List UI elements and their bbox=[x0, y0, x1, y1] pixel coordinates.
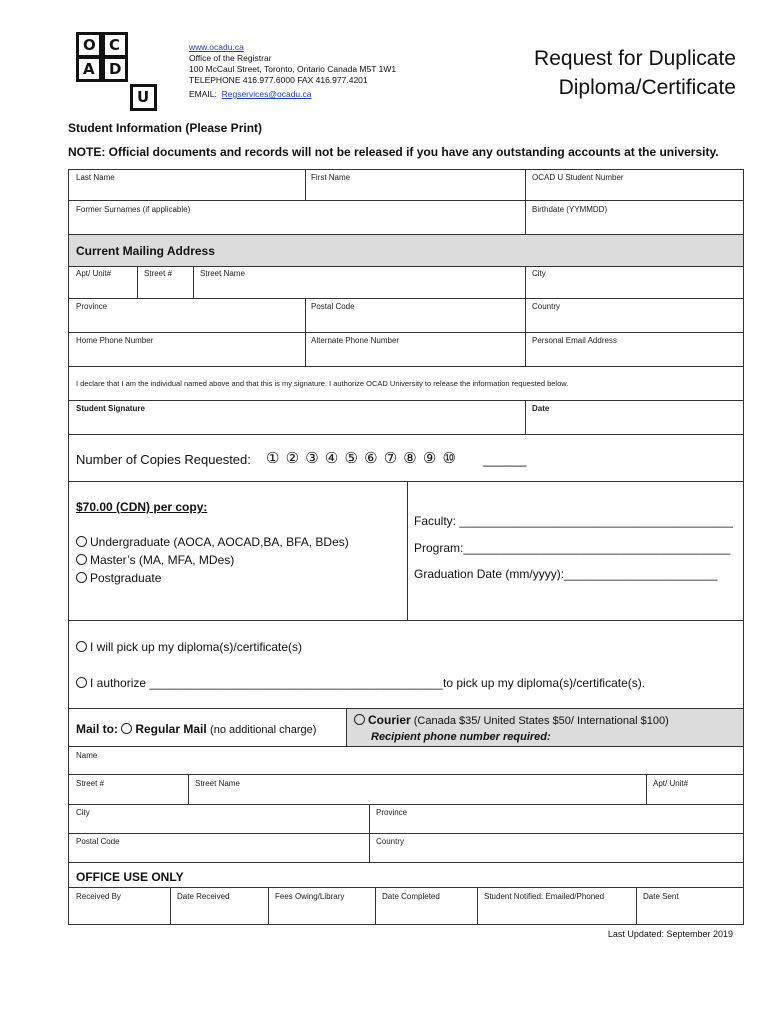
date-sent-field: Date Sent bbox=[643, 892, 679, 901]
mail-to-label: Mail to: bbox=[76, 722, 118, 736]
radio-icon[interactable] bbox=[76, 641, 87, 652]
declaration-text: I declare that I am the individual named above and that this is my signature. I authorize OCAD University to release the information requested below. bbox=[76, 379, 569, 388]
self-pickup-option[interactable] bbox=[76, 640, 302, 654]
street-number-field[interactable]: Street # bbox=[144, 269, 173, 278]
option-label: Undergraduate (AOCA, AOCAD,BA, BFA, BDes) bbox=[90, 535, 349, 549]
student-signature-field[interactable]: Student Signature bbox=[76, 404, 145, 413]
option-label: I will pick up my diploma(s)/certificate(s) bbox=[90, 640, 303, 654]
mail-country-field[interactable]: Country bbox=[376, 837, 405, 846]
office-use-heading: OFFICE USE ONLY bbox=[76, 870, 184, 884]
mail-street-name-field[interactable]: Street Name bbox=[195, 779, 240, 788]
mailing-address-heading: Current Mailing Address bbox=[76, 244, 215, 258]
copies-blank[interactable]: ______ bbox=[483, 452, 527, 467]
website-link[interactable]: www.ocadu.ca bbox=[189, 42, 244, 52]
logo-letter: U bbox=[137, 88, 150, 106]
undergraduate-option[interactable] bbox=[76, 535, 349, 549]
mail-city-field[interactable]: City bbox=[76, 808, 90, 817]
personal-email-field[interactable]: Personal Email Address bbox=[532, 336, 617, 345]
last-name-field[interactable]: Last Name bbox=[76, 173, 115, 182]
courier-label: Courier bbox=[368, 713, 411, 727]
regular-mail-option[interactable] bbox=[76, 722, 316, 736]
date-completed-field: Date Completed bbox=[382, 892, 440, 901]
email-link[interactable]: Regservices@ocadu.ca bbox=[221, 89, 312, 99]
received-by-field: Received By bbox=[76, 892, 121, 901]
student-notified-field: Student Notified: Emailed/Phoned bbox=[484, 892, 605, 901]
authorize-pickup-option[interactable] bbox=[76, 676, 645, 690]
radio-icon[interactable] bbox=[76, 536, 87, 547]
signature-date-field[interactable]: Date bbox=[532, 404, 550, 413]
birthdate-field[interactable]: Birthdate (YYMMDD) bbox=[532, 205, 608, 214]
home-phone-field[interactable]: Home Phone Number bbox=[76, 336, 154, 345]
regular-mail-note: (no additional charge) bbox=[210, 724, 317, 736]
copies-options[interactable]: ① ② ③ ④ ⑤ ⑥ ⑦ ⑧ ⑨ ⑩ bbox=[266, 450, 457, 467]
option-label: Master’s (MA, MFA, MDes) bbox=[90, 553, 235, 567]
office-phone: TELEPHONE 416.977.6000 FAX 416.977.4201 bbox=[189, 75, 368, 85]
logo-letter: A bbox=[83, 60, 95, 78]
faculty-field[interactable]: Faculty: _________________________________________ bbox=[414, 514, 733, 528]
page-title bbox=[534, 44, 736, 102]
mail-street-number-field[interactable]: Street # bbox=[76, 779, 105, 788]
masters-option[interactable] bbox=[76, 553, 234, 567]
option-label: I authorize ____________________________________________to pick up my diploma(s)/certificate(s). bbox=[90, 676, 646, 690]
email-label: EMAIL: bbox=[189, 89, 217, 99]
date-received-field: Date Received bbox=[177, 892, 230, 901]
notice-text: NOTE: Official documents and records will not be released if you have any outstanding accounts at the university. bbox=[68, 145, 719, 159]
courier-note: (Canada $35/ United States $50/ International $100) bbox=[413, 715, 669, 727]
postgraduate-option[interactable] bbox=[76, 571, 161, 585]
last-updated: Last Updated: September 2019 bbox=[607, 929, 733, 939]
mail-postal-field[interactable]: Postal Code bbox=[76, 837, 120, 846]
regular-mail-label: Regular Mail bbox=[135, 722, 207, 736]
street-name-field[interactable]: Street Name bbox=[200, 269, 245, 278]
pickup-section bbox=[68, 620, 744, 709]
radio-icon[interactable] bbox=[354, 714, 365, 725]
former-surnames-field[interactable]: Former Surnames (if applicable) bbox=[76, 205, 191, 214]
radio-icon[interactable] bbox=[76, 677, 87, 688]
recipient-name-field[interactable]: Name bbox=[76, 751, 98, 760]
option-label: Postgraduate bbox=[90, 571, 162, 585]
country-field[interactable]: Country bbox=[532, 302, 561, 311]
apt-field[interactable]: Apt/ Unit# bbox=[76, 269, 112, 278]
courier-requirement: Recipient phone number required: bbox=[371, 731, 551, 743]
mail-apt-field[interactable]: Apt/ Unit# bbox=[653, 779, 689, 788]
radio-icon[interactable] bbox=[76, 554, 87, 565]
radio-icon[interactable] bbox=[76, 572, 87, 583]
alt-phone-field[interactable]: Alternate Phone Number bbox=[311, 336, 400, 345]
title-line: Diploma/Certificate bbox=[558, 76, 736, 99]
courier-option[interactable] bbox=[354, 713, 669, 727]
office-name: Office of the Registrar bbox=[189, 53, 272, 63]
first-name-field[interactable]: First Name bbox=[311, 173, 351, 182]
radio-icon[interactable] bbox=[121, 723, 132, 734]
fees-owing-field: Fees Owing/Library bbox=[275, 892, 345, 901]
city-field[interactable]: City bbox=[532, 269, 546, 278]
student-info-heading: Student Information (Please Print) bbox=[68, 121, 263, 135]
registrar-contact bbox=[189, 42, 396, 100]
title-line: Request for Duplicate bbox=[534, 47, 736, 70]
copies-label: Number of Copies Requested: bbox=[76, 452, 251, 467]
student-number-field[interactable]: OCAD U Student Number bbox=[532, 173, 624, 182]
program-field[interactable]: Program:________________________________________ bbox=[414, 541, 731, 555]
graduation-date-field[interactable]: Graduation Date (mm/yyyy):_______________________ bbox=[414, 567, 718, 581]
logo-letter: D bbox=[109, 60, 122, 78]
postal-code-field[interactable]: Postal Code bbox=[311, 302, 355, 311]
logo-letter: O bbox=[83, 36, 96, 54]
logo-letter: C bbox=[109, 36, 121, 54]
price-per-copy: $70.00 (CDN) per copy: bbox=[76, 500, 208, 514]
office-address: 100 McCaul Street, Toronto, Ontario Canada M5T 1W1 bbox=[189, 64, 397, 74]
mail-province-field[interactable]: Province bbox=[376, 808, 408, 817]
province-field[interactable]: Province bbox=[76, 302, 108, 311]
